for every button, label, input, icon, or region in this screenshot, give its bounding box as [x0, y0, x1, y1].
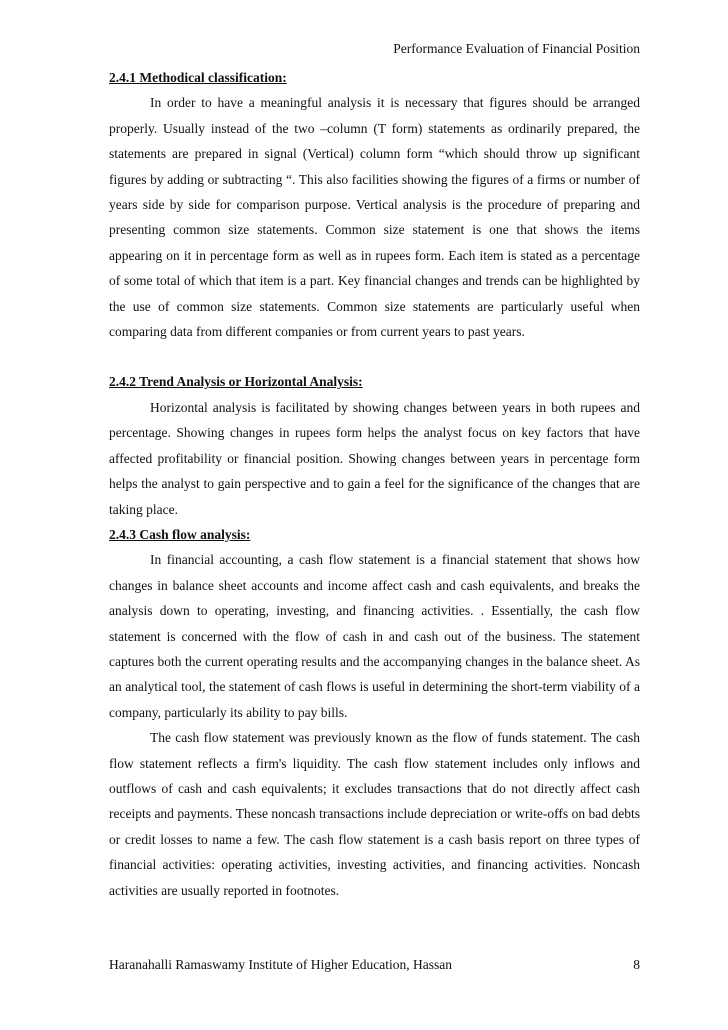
- section-2-4-3: [109, 522, 640, 903]
- running-header: Performance Evaluation of Financial Position: [393, 41, 640, 56]
- paragraph: Horizontal analysis is facilitated by showing changes between years in both rupees and percentage. Showing changes in rupees form helps the analyst focus on key factors that have affected profitability or financial position. Showing changes between years in percentage form helps the analyst to gain perspective and to gain a feel for the significance of the changes that are taking place.: [109, 399, 640, 517]
- section-2-4-1: [109, 65, 640, 344]
- footer-institution: Haranahalli Ramaswamy Institute of Higher Education, Hassan: [109, 957, 453, 972]
- running-footer: [109, 956, 640, 974]
- section-heading: 2.4.1 Methodical classification:: [109, 70, 287, 85]
- paragraph: The cash flow statement was previously known as the flow of funds statement. The cash flow statement reflects a firm's liquidity. The cash flow statement includes only inflows and outflows of cash and cash equivalents; it excludes transactions that do not directly affect cash receipts and payments. These noncash transactions include depreciation or write-offs on bad debts or credit losses to name a few. The cash flow statement is a cash basis report on three types of financial activities: operating activities, investing activities, and financing activities. Noncash activities are usually reported in footnotes.: [109, 730, 640, 898]
- section-spacer: [109, 344, 640, 369]
- paragraph: In financial accounting, a cash flow statement is a financial statement that shows how changes in balance sheet accounts and income affect cash and cash equivalents, and breaks the analysis down to operating, investing, and financing activities. . Essentially, the cash flow statement is concerned with the flow of cash in and cash out of the business. The statement captures both the current operating results and the accompanying changes in the balance sheet. As an analytical tool, the statement of cash flows is useful in determining the short-term viability of a company, particularly its ability to pay bills.: [109, 552, 640, 720]
- section-heading: 2.4.2 Trend Analysis or Horizontal Analysis:: [109, 374, 363, 390]
- paragraph: In order to have a meaningful analysis it is necessary that figures should be arranged properly. Usually instead of the two –column (T form) statements as ordinarily prepared, the statements are prepared in signal (Vertical) column form “which should throw up significant figures by adding or subtracting “. This also facilities showing the figures of a firms or number of years side by side for comparison purpose. Vertical analysis is the procedure of preparing and presenting common size statements. Common size statement is one that shows the items appearing on it in percentage form as well as in rupees form. Each item is stated as a percentage of some total of which that item is a part. Key financial changes and trends can be highlighted by the use of common size statements. Common size statements are particularly useful when comparing data from different companies or from current years to past years.: [109, 95, 640, 340]
- page-number: 8: [633, 957, 640, 972]
- body-text: [109, 65, 640, 903]
- section-heading: 2.4.3 Cash flow analysis:: [109, 526, 251, 542]
- section-2-4-2: [109, 369, 640, 521]
